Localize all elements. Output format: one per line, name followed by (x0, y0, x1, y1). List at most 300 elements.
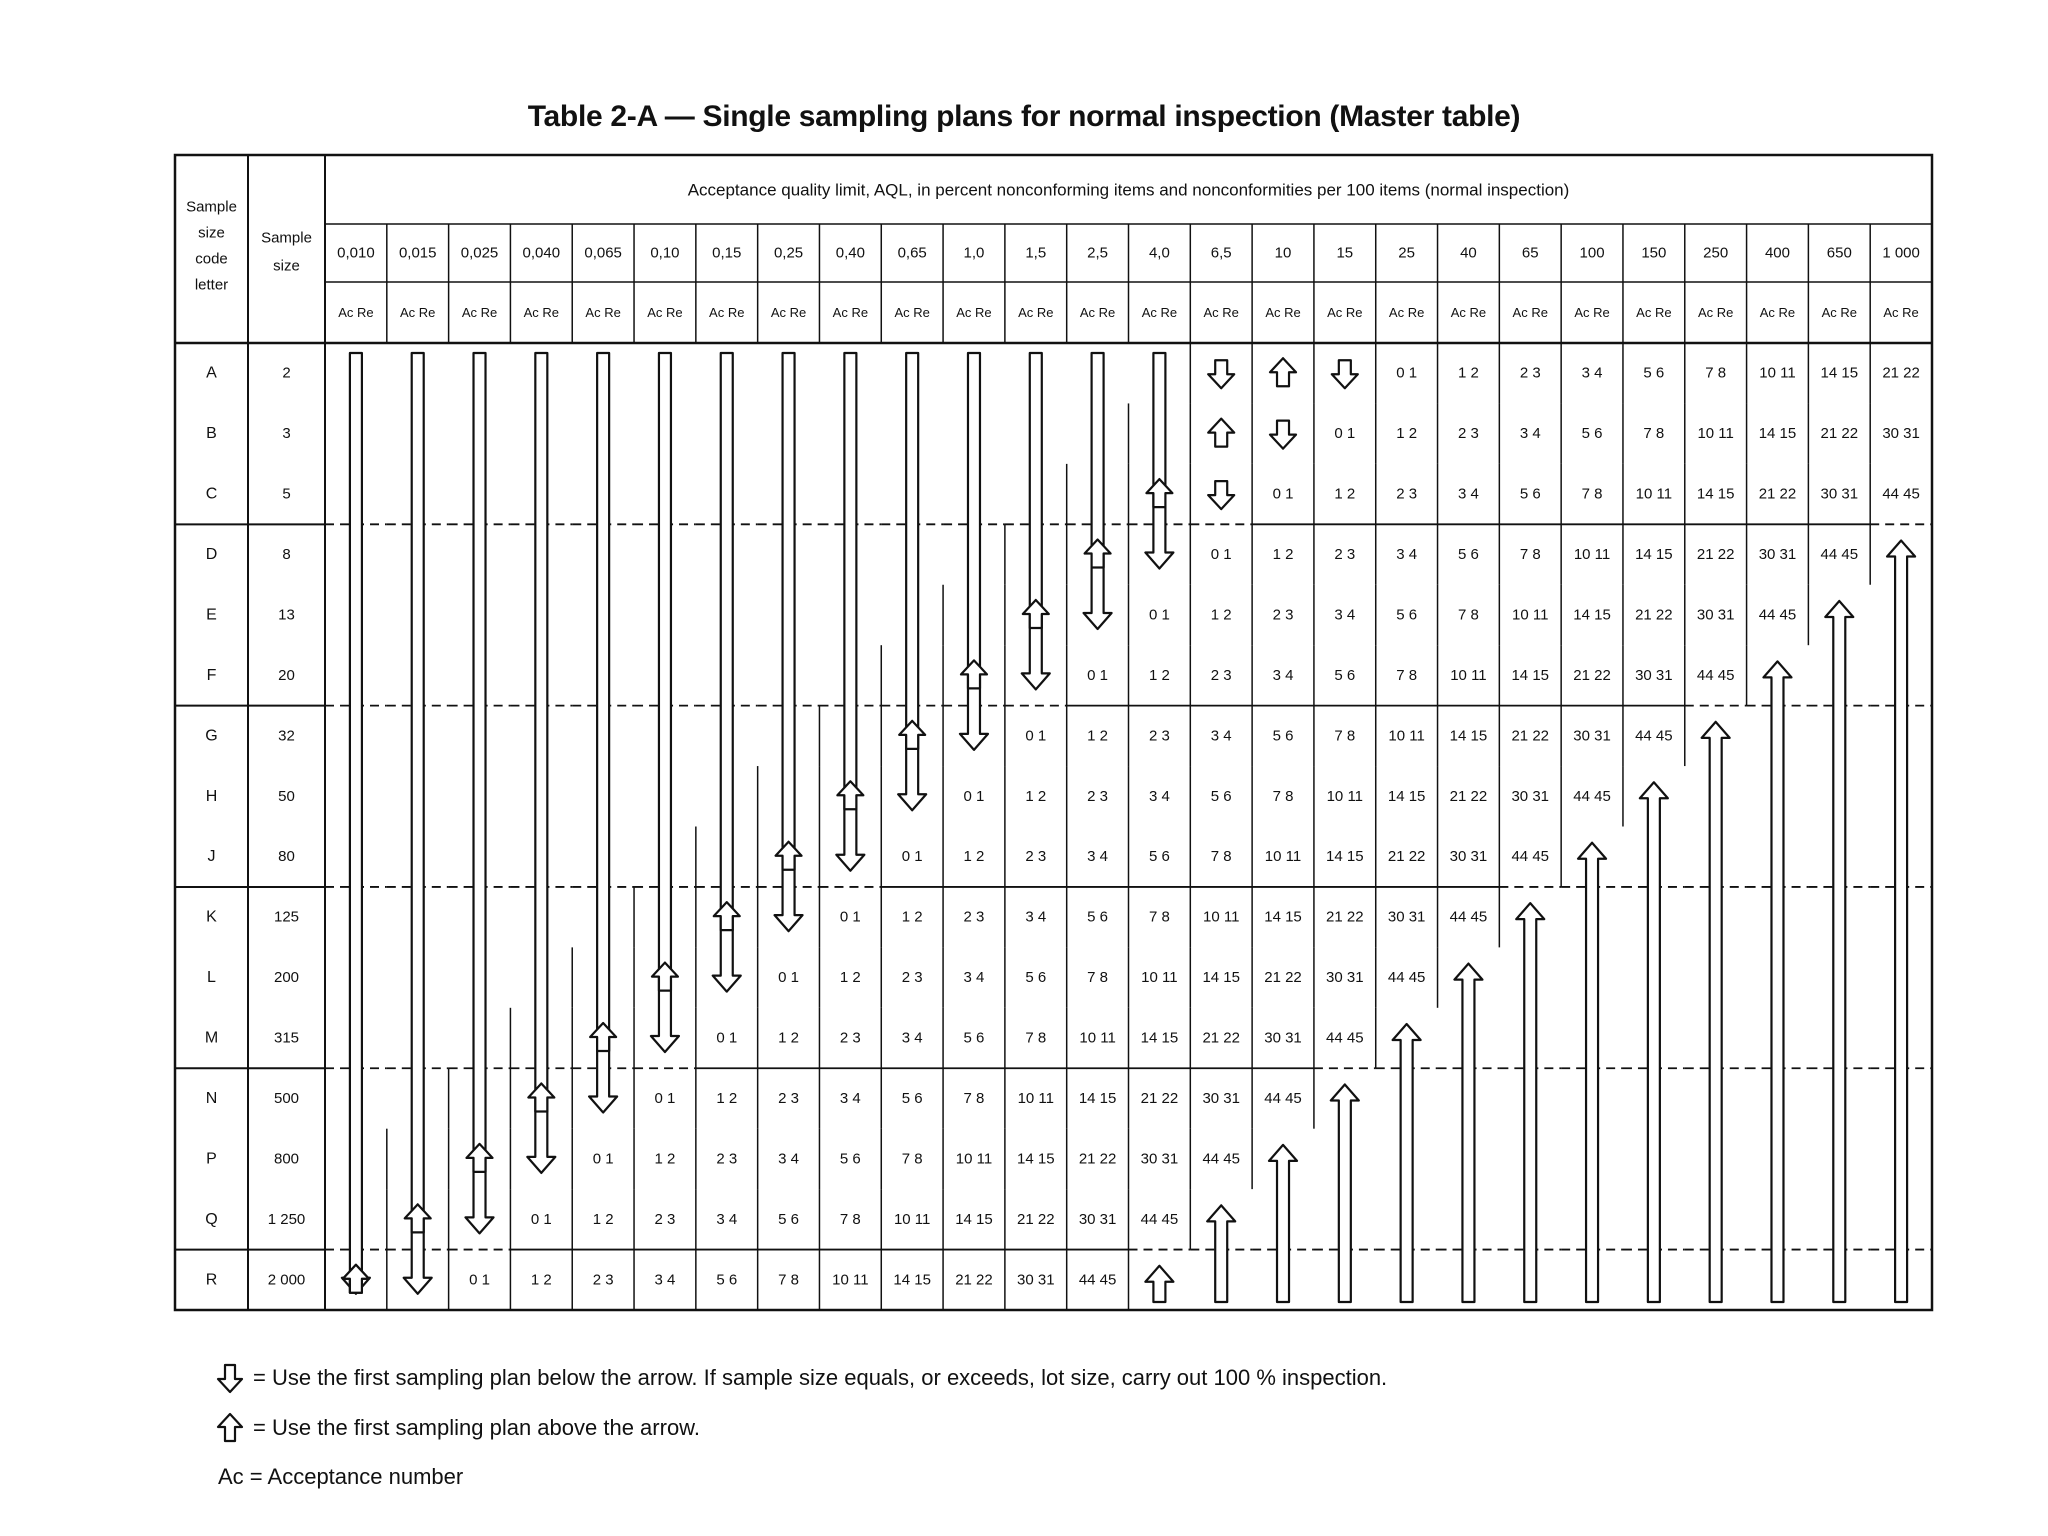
ac-re-value: 21 22 (1573, 666, 1611, 684)
ac-re-value: 14 15 (1511, 666, 1550, 684)
long-down-arrow-icon (527, 353, 555, 1173)
long-down-arrow-icon (651, 353, 679, 1052)
long-up-arrow-icon (1393, 1024, 1421, 1302)
ac-re-value: 1 2 (778, 1029, 799, 1047)
ac-re-value: 44 45 (1140, 1210, 1179, 1228)
ac-re-value: 10 11 (1017, 1089, 1055, 1107)
long-down-arrow-icon (404, 353, 432, 1294)
ac-re-label: Ac Re (647, 305, 683, 320)
ac-re-value: 1 2 (716, 1089, 738, 1107)
ac-re-label: Ac Re (1821, 305, 1857, 320)
code-letter: H (205, 787, 218, 805)
ac-re-label: Ac Re (1697, 305, 1734, 320)
ac-re-value: 0 1 (1210, 546, 1232, 564)
ac-re-value: 10 11 (1141, 969, 1178, 987)
ac-re-value: 7 8 (1334, 727, 1356, 745)
ac-re-value: 21 22 (1758, 485, 1797, 503)
legend-down-text: = Use the first sampling plan below the arrow. If sample size equals, or exceeds, lot size, carry out 100 % inspection. (253, 1365, 1388, 1390)
ac-re-value: 5 6 (716, 1271, 738, 1289)
ac-re-value: 0 1 (1087, 666, 1109, 684)
ac-re-value: 21 22 (1635, 606, 1673, 624)
ac-re-label: Ac Re (1388, 305, 1425, 320)
ac-re-value: 2 3 (716, 1150, 738, 1168)
ac-re-value: 5 6 (839, 1150, 861, 1168)
aql-value: 40 (1460, 244, 1477, 262)
ac-re-value: 10 11 (1079, 1029, 1116, 1047)
ac-re-value: 30 31 (1140, 1150, 1179, 1168)
code-letter: Q (205, 1210, 218, 1228)
ac-re-value: 1 2 (1025, 787, 1047, 805)
ac-re-value: 3 4 (839, 1089, 861, 1107)
ac-re-value: 3 4 (1025, 908, 1047, 926)
up-arrow-icon (215, 1412, 245, 1444)
sample-size: 1 250 (267, 1210, 306, 1228)
ac-re-value: 1 2 (530, 1271, 552, 1289)
down-arrow-icon (215, 1362, 245, 1394)
ac-re-value: 7 8 (1272, 787, 1294, 805)
ac-re-value: 2 3 (1334, 546, 1356, 564)
up-arrow-icon (714, 902, 740, 930)
aql-value: 0,010 (337, 244, 375, 262)
ac-re-value: 0 1 (1148, 606, 1170, 624)
ac-re-value: 1 2 (592, 1210, 614, 1228)
ac-re-value: 1 2 (901, 908, 923, 926)
ac-re-value: 14 15 (1449, 727, 1488, 745)
legend-down (215, 1362, 1387, 1394)
ac-re-value: 10 11 (1450, 666, 1487, 684)
up-arrow-icon (590, 1023, 616, 1051)
ac-re-value: 44 45 (1326, 1029, 1364, 1047)
up-arrow-icon (899, 721, 925, 749)
sample-size: 500 (273, 1089, 300, 1107)
ac-re-value: 44 45 (1202, 1150, 1240, 1168)
aql-value: 25 (1398, 244, 1415, 262)
ac-re-value: 7 8 (1025, 1029, 1047, 1047)
ac-re-value: 21 22 (1202, 1029, 1240, 1047)
ac-re-value: 0 1 (1025, 727, 1047, 745)
code-letter: G (205, 727, 218, 745)
ac-re-value: 3 4 (1148, 787, 1170, 805)
ac-re-value: 2 3 (1396, 485, 1418, 503)
ac-re-value: 7 8 (1458, 606, 1479, 624)
ac-re-value: 44 45 (1511, 848, 1550, 866)
sample-size: 32 (278, 727, 295, 745)
ac-re-value: 0 1 (716, 1029, 738, 1047)
ac-re-value: 10 11 (1759, 364, 1796, 382)
ac-re-value: 10 11 (1697, 425, 1734, 443)
ac-re-label: Ac Re (1636, 305, 1672, 320)
ac-re-value: 2 3 (901, 969, 923, 987)
code-letter: R (205, 1271, 218, 1289)
code-letter: N (205, 1089, 218, 1107)
ac-re-value: 10 11 (955, 1150, 993, 1168)
up-arrow-icon (405, 1204, 431, 1232)
up-arrow-icon (652, 963, 678, 991)
aql-value: 100 (1579, 244, 1605, 262)
up-arrow-icon (776, 842, 802, 870)
long-up-arrow-icon (1887, 541, 1915, 1302)
code-letter: D (205, 546, 218, 564)
ac-re-label: Ac Re (1018, 305, 1054, 320)
code-letter-header: Sample (186, 198, 237, 216)
ac-re-value: 44 45 (1758, 606, 1797, 624)
legend-ac-text: Ac = Acceptance number (218, 1464, 464, 1489)
ac-re-value: 2 3 (1087, 787, 1109, 805)
ac-re-value: 30 31 (1449, 848, 1488, 866)
ac-re-value: 7 8 (1148, 908, 1170, 926)
ac-re-value: 10 11 (1573, 546, 1611, 564)
ac-re-value: 7 8 (1396, 666, 1418, 684)
ac-re-value: 30 31 (1017, 1271, 1055, 1289)
sample-size: 20 (278, 666, 295, 684)
aql-value: 4,0 (1148, 244, 1170, 262)
long-down-arrow-icon (1145, 353, 1173, 569)
ac-re-value: 5 6 (1519, 485, 1541, 503)
ac-re-label: Ac Re (1079, 305, 1116, 320)
ac-re-label: Ac Re (1450, 305, 1487, 320)
ac-re-value: 30 31 (1202, 1089, 1240, 1107)
long-down-arrow-icon (1022, 353, 1050, 689)
ac-re-value: 44 45 (1573, 787, 1611, 805)
code-letter: J (207, 848, 216, 866)
ac-re-value: 0 1 (778, 969, 799, 987)
code-letter: F (206, 666, 217, 684)
ac-re-value: 44 45 (1820, 546, 1859, 564)
long-up-arrow-icon (1269, 1145, 1297, 1302)
ac-re-value: 30 31 (1758, 546, 1797, 564)
ac-re-value: 14 15 (893, 1271, 931, 1289)
long-down-arrow-icon (713, 353, 741, 992)
code-letter: A (206, 364, 217, 382)
long-down-arrow-icon (342, 353, 370, 1294)
ac-re-value: 30 31 (1264, 1029, 1302, 1047)
ac-re-label: Ac Re (1141, 305, 1178, 320)
ac-re-value: 21 22 (955, 1271, 993, 1289)
aql-value: 650 (1826, 244, 1852, 262)
ac-re-value: 5 6 (1458, 546, 1479, 564)
ac-re-value: 0 1 (1334, 425, 1356, 443)
ac-re-value: 10 11 (1264, 848, 1302, 866)
ac-re-value: 14 15 (1387, 787, 1426, 805)
long-up-arrow-icon (1207, 1205, 1235, 1302)
aql-value: 0,25 (773, 244, 804, 262)
long-up-arrow-icon (1578, 843, 1606, 1302)
long-down-arrow-icon (589, 353, 617, 1112)
ac-re-value: 0 1 (963, 787, 985, 805)
up-arrow-icon (467, 1144, 493, 1172)
ac-re-value: 44 45 (1078, 1271, 1117, 1289)
aql-value: 1 000 (1882, 244, 1920, 262)
ac-re-value: 21 22 (1882, 364, 1920, 382)
code-letter: C (205, 485, 218, 503)
ac-re-value: 14 15 (1078, 1089, 1117, 1107)
ac-re-value: 30 31 (1387, 908, 1426, 926)
ac-re-value: 1 2 (963, 848, 985, 866)
ac-re-value: 14 15 (1264, 908, 1302, 926)
sample-size-header: size (273, 257, 300, 275)
ac-re-value: 14 15 (1635, 546, 1673, 564)
ac-re-value: 5 6 (1025, 969, 1047, 987)
long-up-arrow-icon (1145, 1266, 1173, 1302)
ac-re-value: 10 11 (1512, 606, 1549, 624)
ac-re-value: 14 15 (1820, 364, 1859, 382)
ac-re-value: 3 4 (1210, 727, 1232, 745)
aql-value: 6,5 (1210, 244, 1232, 262)
ac-re-value: 1 2 (1210, 606, 1232, 624)
ac-re-value: 30 31 (1326, 969, 1364, 987)
ac-re-value: 2 3 (1458, 425, 1479, 443)
ac-re-label: Ac Re (1574, 305, 1610, 320)
ac-re-value: 7 8 (1705, 364, 1727, 382)
ac-re-value: 7 8 (1581, 485, 1603, 503)
ac-re-value: 10 11 (893, 1210, 931, 1228)
aql-value: 1,0 (963, 244, 985, 262)
ac-re-value: 0 1 (1272, 485, 1294, 503)
ac-re-value: 2 3 (1148, 727, 1170, 745)
ac-re-value: 3 4 (1581, 364, 1603, 382)
down-arrow-icon (1208, 360, 1234, 388)
ac-re-value: 1 2 (1148, 666, 1170, 684)
sample-size-header: Sample (261, 229, 312, 247)
ac-re-value: 0 1 (654, 1089, 676, 1107)
code-letter-header: code (195, 250, 228, 268)
ac-re-value: 7 8 (1087, 969, 1109, 987)
ac-re-value: 21 22 (1017, 1210, 1055, 1228)
ac-re-value: 10 11 (1202, 908, 1240, 926)
ac-re-label: Ac Re (770, 305, 807, 320)
legend-ac (218, 1464, 463, 1490)
aql-value: 400 (1764, 244, 1790, 262)
ac-re-value: 0 1 (901, 848, 923, 866)
aql-value: 0,040 (522, 244, 561, 262)
ac-re-value: 3 4 (654, 1271, 676, 1289)
ac-re-value: 2 3 (1519, 364, 1541, 382)
ac-re-value: 14 15 (1140, 1029, 1179, 1047)
ac-re-value: 30 31 (1696, 606, 1735, 624)
sample-size: 8 (282, 546, 291, 564)
ac-re-value: 5 6 (963, 1029, 985, 1047)
ac-re-value: 5 6 (1148, 848, 1170, 866)
ac-re-value: 14 15 (1758, 425, 1797, 443)
long-up-arrow-icon (1331, 1084, 1359, 1302)
ac-re-value: 44 45 (1387, 969, 1426, 987)
ac-re-value: 3 4 (1087, 848, 1109, 866)
ac-re-value: 44 45 (1264, 1089, 1302, 1107)
aql-value: 250 (1703, 244, 1729, 262)
ac-re-value: 2 3 (963, 908, 985, 926)
ac-re-value: 3 4 (1519, 425, 1541, 443)
aql-value: 0,015 (398, 244, 437, 262)
sample-size: 2 000 (267, 1271, 306, 1289)
ac-re-value: 7 8 (839, 1210, 861, 1228)
ac-re-value: 44 45 (1449, 908, 1488, 926)
aql-value: 0,10 (650, 244, 680, 262)
ac-re-label: Ac Re (1512, 305, 1548, 320)
ac-re-value: 7 8 (1643, 425, 1665, 443)
ac-re-value: 10 11 (1388, 727, 1425, 745)
ac-re-value: 5 6 (901, 1089, 923, 1107)
down-arrow-icon (1270, 421, 1296, 449)
sample-size: 800 (273, 1150, 300, 1168)
up-arrow-icon (961, 660, 987, 688)
ac-re-value: 21 22 (1511, 727, 1550, 745)
sample-size: 50 (278, 787, 295, 805)
sample-size: 200 (273, 969, 300, 987)
ac-re-value: 21 22 (1449, 787, 1488, 805)
ac-re-label: Ac Re (1203, 305, 1239, 320)
ac-re-label: Ac Re (832, 305, 869, 320)
long-up-arrow-icon (1763, 661, 1791, 1302)
ac-re-label: Ac Re (461, 305, 498, 320)
ac-re-value: 7 8 (1210, 848, 1232, 866)
ac-re-value: 2 3 (1025, 848, 1047, 866)
up-arrow-icon (528, 1083, 554, 1111)
up-arrow-icon (1023, 600, 1049, 628)
ac-re-value: 5 6 (1581, 425, 1603, 443)
ac-re-value: 0 1 (469, 1271, 490, 1289)
ac-re-value: 30 31 (1820, 485, 1859, 503)
sample-size: 5 (282, 485, 291, 503)
ac-re-value: 1 2 (1458, 364, 1479, 382)
ac-re-label: Ac Re (1883, 305, 1919, 320)
code-letter-header: size (198, 224, 225, 242)
ac-re-value: 3 4 (778, 1150, 799, 1168)
ac-re-value: 3 4 (901, 1029, 923, 1047)
aql-caption: Acceptance quality limit, AQL, in percent nonconforming items and nonconformities per 100 items (normal inspection) (687, 180, 1570, 200)
ac-re-value: 1 2 (839, 969, 861, 987)
ac-re-value: 21 22 (1696, 546, 1735, 564)
ac-re-value: 0 1 (839, 908, 861, 926)
ac-re-value: 5 6 (1272, 727, 1294, 745)
ac-re-value: 21 22 (1326, 908, 1364, 926)
sample-size: 315 (273, 1029, 300, 1047)
ac-re-value: 21 22 (1078, 1150, 1117, 1168)
ac-re-value: 30 31 (1078, 1210, 1117, 1228)
ac-re-value: 30 31 (1635, 666, 1673, 684)
ac-re-label: Ac Re (338, 305, 374, 320)
code-letter: M (204, 1029, 219, 1047)
long-up-arrow-icon (1454, 964, 1482, 1302)
ac-re-label: Ac Re (400, 305, 436, 320)
long-down-arrow-icon (466, 353, 494, 1233)
aql-value: 10 (1274, 244, 1292, 262)
code-letter: B (206, 425, 217, 443)
ac-re-value: 10 11 (832, 1271, 869, 1289)
aql-value: 0,025 (460, 244, 499, 262)
ac-re-value: 5 6 (1643, 364, 1665, 382)
aql-value: 15 (1336, 244, 1354, 262)
ac-re-label: Ac Re (523, 305, 560, 320)
ac-re-value: 5 6 (1087, 908, 1109, 926)
ac-re-value: 1 2 (1396, 425, 1418, 443)
ac-re-value: 5 6 (1396, 606, 1418, 624)
ac-re-value: 5 6 (1334, 666, 1356, 684)
up-arrow-icon (837, 781, 863, 809)
ac-re-value: 14 15 (1326, 848, 1364, 866)
code-letter: L (207, 969, 216, 987)
ac-re-label: Ac Re (1759, 305, 1796, 320)
ac-re-value: 1 2 (1334, 485, 1356, 503)
ac-re-value: 0 1 (1396, 364, 1418, 382)
code-letter: P (206, 1150, 217, 1168)
ac-re-value: 1 2 (1272, 546, 1294, 564)
aql-value: 0,065 (584, 244, 622, 262)
down-arrow-icon (1208, 481, 1234, 509)
legend-up (215, 1412, 700, 1444)
long-down-arrow-icon (1084, 353, 1112, 629)
ac-re-value: 2 3 (654, 1210, 676, 1228)
ac-re-value: 5 6 (778, 1210, 799, 1228)
sample-size: 80 (278, 848, 295, 866)
aql-value: 0,65 (897, 244, 927, 262)
up-arrow-icon (1270, 358, 1296, 386)
ac-re-value: 3 4 (1272, 666, 1294, 684)
code-letter-header: letter (194, 276, 229, 294)
ac-re-value: 10 11 (1326, 787, 1364, 805)
ac-re-value: 14 15 (955, 1210, 993, 1228)
long-up-arrow-icon (1516, 903, 1544, 1302)
aql-value: 0,15 (712, 244, 742, 262)
ac-re-value: 3 4 (716, 1210, 738, 1228)
ac-re-value: 2 3 (839, 1029, 861, 1047)
sample-size: 13 (278, 606, 295, 624)
ac-re-value: 3 4 (963, 969, 985, 987)
ac-re-label: Ac Re (894, 305, 930, 320)
sample-size: 3 (282, 425, 291, 443)
ac-re-value: 14 15 (1696, 485, 1735, 503)
ac-re-value: 0 1 (530, 1210, 552, 1228)
ac-re-value: 21 22 (1387, 848, 1426, 866)
ac-re-value: 3 4 (1396, 546, 1418, 564)
ac-re-label: Ac Re (709, 305, 745, 320)
ac-re-value: 2 3 (1272, 606, 1294, 624)
ac-re-value: 44 45 (1635, 727, 1673, 745)
long-up-arrow-icon (1640, 782, 1668, 1302)
ac-re-value: 5 6 (1210, 787, 1232, 805)
code-letter: K (206, 908, 217, 926)
long-up-arrow-icon (1702, 722, 1730, 1302)
aql-value: 0,40 (835, 244, 865, 262)
ac-re-value: 30 31 (1511, 787, 1550, 805)
page-title: Table 2-A — Single sampling plans for normal inspection (Master table) (527, 100, 1521, 133)
ac-re-label: Ac Re (1327, 305, 1363, 320)
ac-re-value: 21 22 (1820, 425, 1859, 443)
ac-re-value: 14 15 (1202, 969, 1240, 987)
ac-re-label: Ac Re (1265, 305, 1301, 320)
up-arrow-icon (1208, 419, 1234, 447)
ac-re-value: 3 4 (1458, 485, 1479, 503)
legend-up-text: = Use the first sampling plan above the arrow. (253, 1415, 700, 1440)
aql-value: 2,5 (1087, 244, 1109, 262)
aql-value: 150 (1641, 244, 1667, 262)
sample-size: 125 (273, 908, 300, 926)
ac-re-value: 0 1 (592, 1150, 614, 1168)
ac-re-value: 10 11 (1635, 485, 1673, 503)
ac-re-value: 7 8 (963, 1089, 985, 1107)
aql-value: 1,5 (1025, 244, 1047, 262)
ac-re-label: Ac Re (956, 305, 992, 320)
up-arrow-icon (343, 1265, 369, 1293)
ac-re-value: 2 3 (778, 1089, 799, 1107)
up-arrow-icon (1146, 479, 1172, 507)
ac-re-value: 21 22 (1264, 969, 1302, 987)
ac-re-value: 14 15 (1017, 1150, 1055, 1168)
ac-re-value: 44 45 (1696, 666, 1735, 684)
ac-re-value: 2 3 (1210, 666, 1232, 684)
code-letter: E (206, 606, 217, 624)
up-arrow-icon (1085, 540, 1111, 568)
ac-re-value: 30 31 (1573, 727, 1611, 745)
